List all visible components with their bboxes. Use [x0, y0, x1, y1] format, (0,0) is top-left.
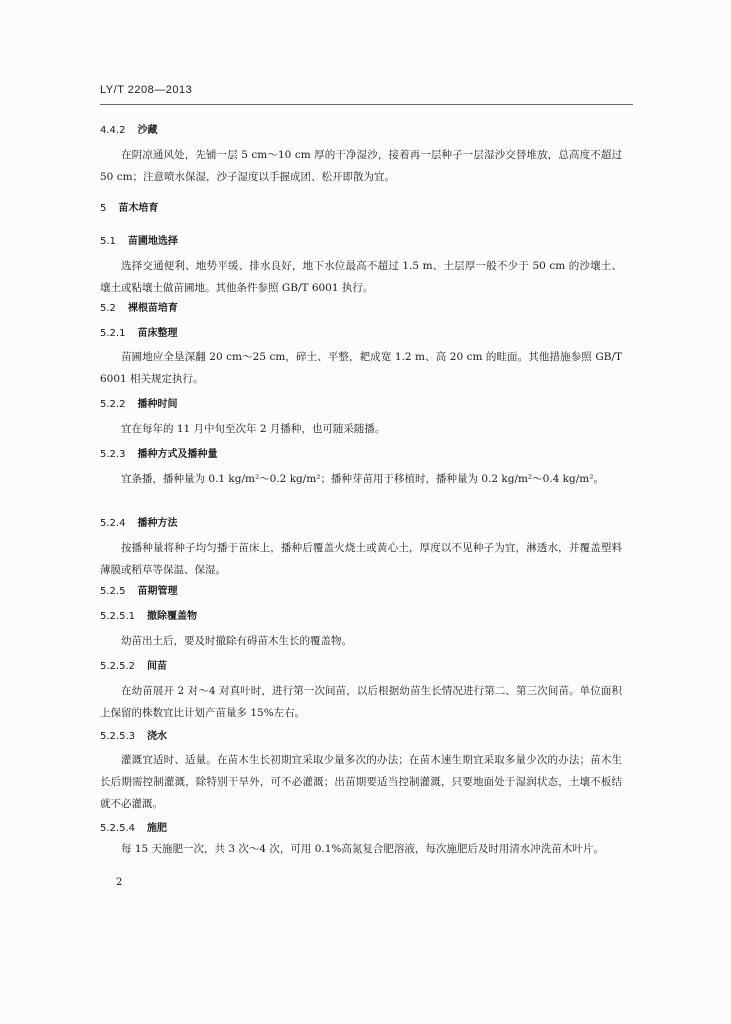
page-number: 2: [116, 877, 123, 888]
paragraph-4-4-2: 在阴凉通风处，先铺一层 5 cm～10 cm 厚的干净湿沙，接着再一层种子一层湿沙交替堆放，总高度不超过 50 cm；注意喷水保湿，沙子湿度以手握成团、松开即散为宜。: [100, 149, 622, 183]
heading-number: 5.2.5.2: [100, 661, 135, 672]
heading-title: 间苗: [147, 661, 167, 672]
paragraph-5-2-2: 宜在每年的 11 月中旬至次年 2 月播种，也可随采随播。: [121, 423, 386, 435]
heading-number: 5.2.3: [100, 449, 126, 460]
heading-5-2-5-3: [100, 730, 167, 744]
heading-5-2-1: [100, 327, 177, 341]
heading-number: 5.2: [100, 303, 116, 314]
heading-number: 5.1: [100, 236, 116, 247]
heading-number: 5.2.5.3: [100, 731, 135, 742]
heading-number: 5.2.5.1: [100, 611, 135, 622]
heading-5: [100, 202, 158, 216]
heading-4-4-2: [100, 124, 157, 138]
heading-title: 沙藏: [137, 125, 158, 136]
paragraph-5-2-1: 苗圃地应全垦深翻 20 cm～25 cm，碎土、平整，耙成宽 1.2 m、高 20 cm 的畦面。其他措施参照 GB/T 6001 相关规定执行。: [100, 351, 622, 385]
heading-number: 4.4.2: [100, 125, 126, 136]
heading-number: 5.2.5.4: [100, 823, 135, 834]
heading-title: 播种时间: [137, 399, 178, 410]
heading-title: 苗木培育: [118, 203, 159, 214]
heading-5-2: [100, 302, 178, 316]
heading-number: 5.2.2: [100, 399, 126, 410]
heading-number: 5: [100, 203, 107, 214]
heading-title: 苗床整理: [137, 328, 178, 339]
heading-title: 浇水: [147, 731, 167, 742]
paragraph-5-2-3: 宜条播，播种量为 0.1 kg/m²～0.2 kg/m²；播种芽苗用于移植时，播种量为 0.2 kg/m²～0.4 kg/m²。: [121, 473, 604, 485]
heading-number: 5.2.1: [100, 328, 126, 339]
heading-5-2-5-4: [100, 822, 167, 836]
heading-5-2-5-2: [100, 660, 167, 674]
heading-title: 施肥: [147, 823, 167, 834]
paragraph-5-2-5-3: 灌溉宜适时、适量。在苗木生长初期宜采取少量多次的办法；在苗木速生期宜采取多量少次的办法；苗木生长后期需控制灌溉，除特别干旱外，可不必灌溉；出苗期要适当控制灌溉，只要地面处于湿润状态，土壤不板结就不必灌溉。: [100, 754, 622, 810]
heading-title: 苗圃地选择: [127, 236, 178, 247]
heading-title: 播种方式及播种量: [137, 449, 218, 460]
header-rule: [100, 104, 633, 105]
heading-5-2-4: [100, 517, 177, 531]
paragraph-5-2-4: 按播种量将种子均匀播于苗床上，播种后覆盖火烧土或黄心土，厚度以不见种子为宜，淋透水，并覆盖塑料薄膜或稻草等保温、保湿。: [100, 542, 622, 576]
heading-title: 裸根苗培育: [127, 303, 178, 314]
heading-5-2-5: [100, 585, 177, 599]
heading-5-2-3: [100, 448, 217, 462]
heading-number: 5.2.5: [100, 586, 126, 597]
heading-title: 苗期管理: [137, 586, 178, 597]
heading-title: 撤除覆盖物: [147, 611, 197, 622]
heading-5-1: [100, 235, 178, 249]
paragraph-5-2-5-1: 幼苗出土后，要及时撤除有碍苗木生长的覆盖物。: [121, 635, 352, 647]
paragraph-5-1: 选择交通便利、地势平缓、排水良好，地下水位最高不超过 1.5 m、土层厚一般不少于 50 cm 的沙壤土、壤土或粘壤土做苗圃地。其他条件参照 GB/T 6001 执行。: [100, 260, 622, 294]
heading-5-2-5-1: [100, 610, 197, 624]
paragraph-5-2-5-2: 在幼苗展开 2 对～4 对真叶时，进行第一次间苗，以后根据幼苗生长情况进行第二、第三次间苗。单位面积上保留的株数宜比计划产苗量多 15%左右。: [100, 685, 622, 719]
standard-code: LY/T 2208—2013: [100, 84, 193, 96]
heading-5-2-2: [100, 398, 177, 412]
heading-number: 5.2.4: [100, 518, 126, 529]
paragraph-5-2-5-4: 每 15 天施肥一次，共 3 次～4 次，可用 0.1%高氮复合肥溶液，每次施肥后及时用清水冲洗苗木叶片。: [121, 843, 604, 855]
heading-title: 播种方法: [137, 518, 178, 529]
